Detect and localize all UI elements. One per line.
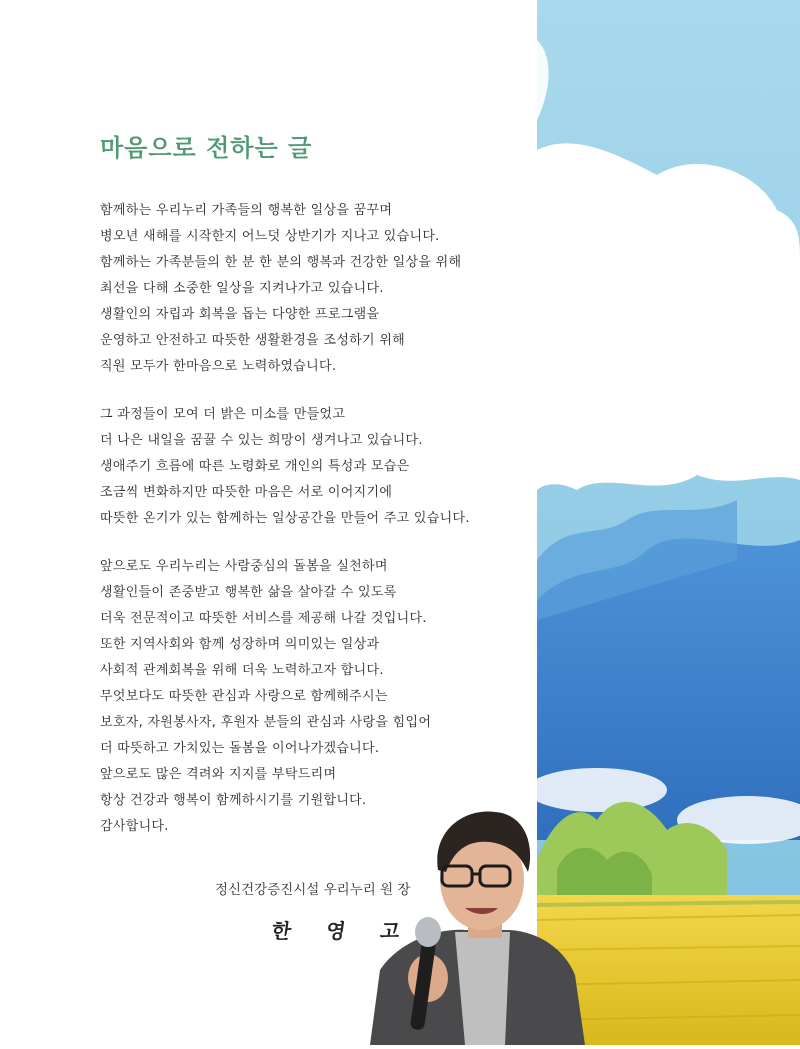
text-line: 함께하는 가족분들의 한 분 한 분의 행복과 건강한 일상을 위해	[100, 255, 462, 270]
text-line: 더욱 전문적이고 따뜻한 서비스를 제공해 나갈 것입니다.	[100, 611, 427, 626]
text-line: 항상 건강과 행복이 함께하시기를 기원합니다.	[100, 793, 367, 808]
text-line: 감사합니다.	[100, 819, 169, 834]
page-title: 마음으로 전하는 글	[100, 134, 313, 162]
text-line: 최선을 다해 소중한 일상을 지켜나가고 있습니다.	[100, 281, 384, 296]
text-line: 더 나은 내일을 꿈꿀 수 있는 희망이 생겨나고 있습니다.	[100, 433, 423, 448]
text-line: 사회적 관계회복을 위해 더욱 노력하고자 합니다.	[100, 663, 384, 678]
text-line: 앞으로도 많은 격려와 지지를 부탁드리며	[100, 767, 337, 782]
signature-name: 한 영 고	[270, 919, 416, 943]
paragraph-3	[100, 554, 520, 840]
cloud	[537, 143, 800, 490]
text-line: 앞으로도 우리누리는 사람중심의 돌봄을 실천하며	[100, 559, 388, 574]
text-line: 생활인들이 존중받고 행복한 삶을 살아갈 수 있도록	[100, 585, 397, 600]
text-line: 따뜻한 온기가 있는 함께하는 일상공간을 만들어 주고 있습니다.	[100, 511, 470, 526]
text-line: 그 과정들이 모여 더 밝은 미소를 만들었고	[100, 407, 346, 422]
text-line: 무엇보다도 따뜻한 관심과 사랑으로 함께해주시는	[100, 689, 388, 704]
text-line: 병오년 새해를 시작한지 어느덧 상반기가 지나고 있습니다.	[100, 229, 440, 244]
text-line: 보호자, 자원봉사자, 후원자 분들의 관심과 사랑을 힘입어	[100, 715, 432, 730]
text-line: 더 따뜻하고 가치있는 돌봄을 이어나가겠습니다.	[100, 741, 380, 756]
text-line: 생활인의 자립과 회복을 돕는 다양한 프로그램을	[100, 307, 380, 322]
text-line: 운영하고 안전하고 따뜻한 생활환경을 조성하기 위해	[100, 333, 406, 348]
text-line: 생애주기 흐름에 따른 노령화로 개인의 특성과 모습은	[100, 459, 410, 474]
speaker-photo	[370, 800, 585, 1045]
paragraph-1	[100, 198, 520, 380]
text-line: 함께하는 우리누리 가족들의 행복한 일상을 꿈꾸며	[100, 203, 393, 218]
text-line: 또한 지역사회와 함께 성장하며 의미있는 일상과	[100, 637, 380, 652]
text-line: 직원 모두가 한마음으로 노력하였습니다.	[100, 359, 337, 374]
signature-position: 정신건강증진시설 우리누리 원 장	[215, 882, 411, 898]
paragraph-2	[100, 402, 520, 532]
text-line: 조금씩 변화하지만 따뜻한 마음은 서로 이어지기에	[100, 485, 393, 500]
